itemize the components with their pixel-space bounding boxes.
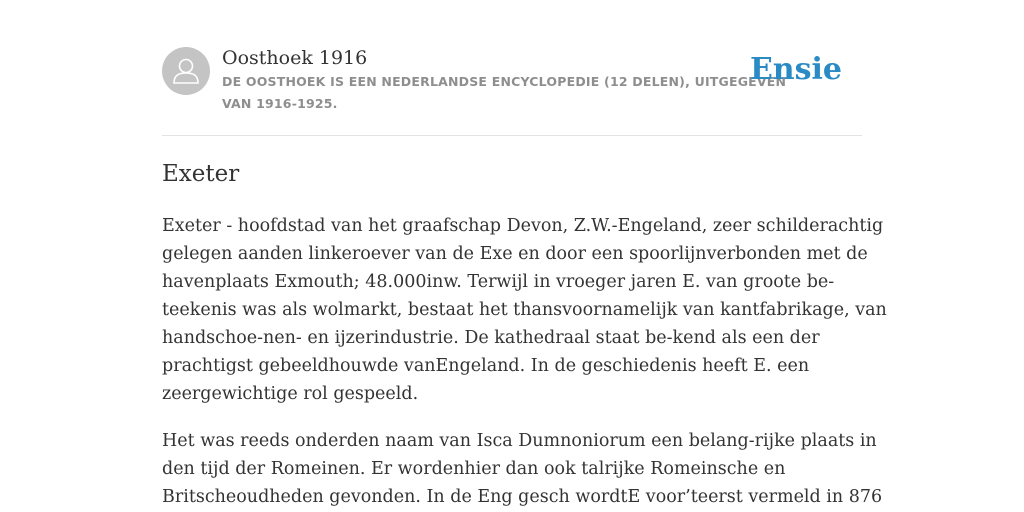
text-line: Exeter - hoofdstad van het graafschap Devon, Z.W.-Engeland, zeer schilderachtig [162,216,884,236]
user-icon [162,47,210,95]
text-line: Britscheoudheden gevonden. In de Eng gesch wordtE voor’teerst vermeld in 876 [162,487,883,507]
source-name[interactable]: Oosthoek 1916 [222,47,368,69]
text-line: den tijd der Romeinen. Er wordenhier dan ook talrijke Romeinsche en [162,459,786,479]
text-line: prachtigst gebeeldhouwde vanEngeland. In de geschiedenis heeft E. een [162,356,810,376]
source-description-line: VAN 1916-1925. [222,96,338,111]
text-line: Het was reeds onderden naam van Isca Dumnoniorum een belang-rijke plaats in [162,431,877,451]
avatar[interactable] [162,47,210,95]
article-paragraph [162,212,887,408]
page-container [162,0,887,507]
text-line: handschoe-nen- en ijzerindustrie. De kathedraal staat be-kend als een der [162,328,820,348]
text-line: zeergewichtige rol gespeeld. [162,384,419,404]
source-description [222,71,787,115]
text-line: teekenis was als wolmarkt, bestaat het thansvoornamelijk van kantfabrikage, van [162,300,887,320]
text-line: havenplaats Exmouth; 48.000inw. Terwijl in vroeger jaren E. van groote be- [162,272,835,292]
article-body [162,212,887,512]
source-description-line: DE OOSTHOEK IS EEN NEDERLANDSE ENCYCLOPEDIE (12 DELEN), UITGEGEVEN [222,74,787,89]
article-paragraph [162,427,883,511]
article-title: Exeter [162,161,240,187]
ensie-logo-link[interactable]: Ensie [749,52,842,87]
source-header [162,0,862,136]
text-line: gelegen aanden linkeroever van de Exe en door een spoorlijnverbonden met de [162,244,868,264]
